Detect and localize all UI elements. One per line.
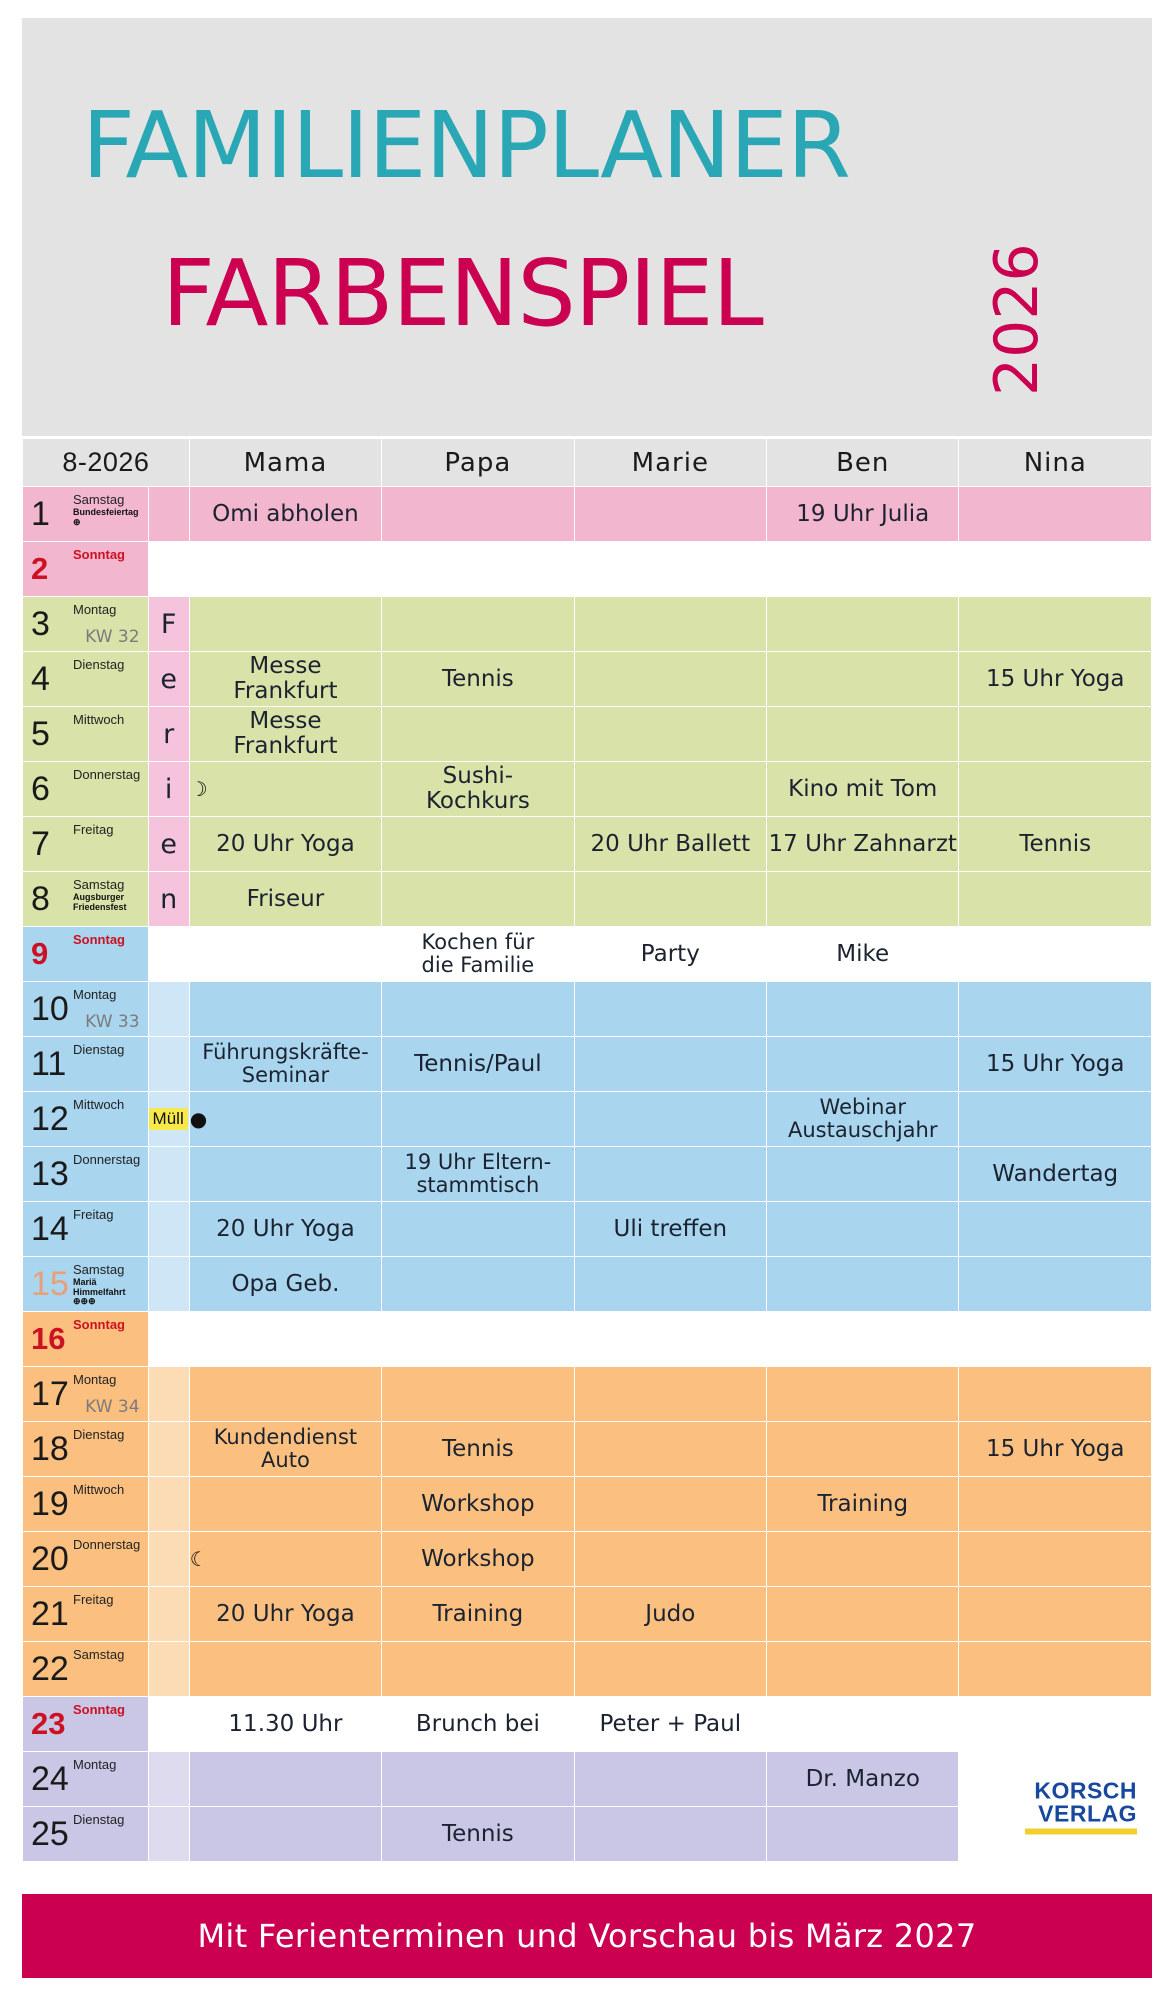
day-number: 17 (31, 1375, 69, 1413)
day-cell-21 (23, 1587, 149, 1642)
event-cell-d17-p5[interactable] (959, 1367, 1152, 1422)
event-cell-d14-p1[interactable]: 20 Uhr Yoga (189, 1202, 381, 1257)
day-name: Freitag (73, 822, 114, 837)
event-cell-d17-p2[interactable] (382, 1367, 574, 1422)
calendar-row (23, 487, 1152, 542)
side-strip-cell-21 (148, 1587, 189, 1642)
logo-line-1: KORSCH (1034, 1777, 1137, 1803)
side-strip-cell-9 (148, 927, 189, 982)
event-cell-d22-p4[interactable] (767, 1642, 959, 1697)
event-cell-d18-p3[interactable] (574, 1422, 766, 1477)
event-cell-d5-p2[interactable] (382, 707, 574, 762)
publisher-logo (959, 1752, 1152, 1862)
footer-banner (22, 1894, 1152, 1978)
day-cell-20 (23, 1532, 149, 1587)
event-cell-d6-p3[interactable] (574, 762, 766, 817)
day-name: Donnerstag (73, 1537, 141, 1552)
day-cell-1 (23, 487, 149, 542)
muell-badge: Müll (149, 1108, 188, 1130)
day-number: 22 (31, 1650, 69, 1688)
event-cell-d14-p2[interactable] (382, 1202, 574, 1257)
event-cell-d16-p2[interactable] (382, 1312, 574, 1367)
year-label: 2026 (982, 243, 1052, 396)
event-cell-d12-p4[interactable]: Webinar Austauschjahr (767, 1092, 959, 1147)
event-cell-d13-p2[interactable]: 19 Uhr Eltern- stammtisch (382, 1147, 574, 1202)
calendar-row (23, 1092, 1152, 1147)
calendar-row (23, 1697, 1152, 1752)
calendar-row (23, 1147, 1152, 1202)
day-name: Montag (73, 602, 117, 617)
event-cell-d7-p5[interactable]: Tennis (959, 817, 1152, 872)
event-cell-d2-p2[interactable] (382, 542, 574, 597)
event-cell-d5-p5[interactable] (959, 707, 1152, 762)
day-number: 3 (31, 605, 50, 643)
event-cell-d13-p4[interactable] (767, 1147, 959, 1202)
day-number: 5 (31, 715, 50, 753)
calendar-row (23, 1367, 1152, 1422)
holiday-label: Augsburger Friedensfest (73, 892, 127, 912)
day-cell-4 (23, 652, 149, 707)
day-cell-5 (23, 707, 149, 762)
day-number: 7 (31, 825, 50, 863)
event-cell-d3-p4[interactable] (767, 597, 959, 652)
day-name: Montag (73, 987, 117, 1002)
event-cell-d2-p5[interactable] (959, 542, 1152, 597)
day-name: Mittwoch (73, 712, 125, 727)
event-cell-d8-p5[interactable] (959, 872, 1152, 927)
day-number: 4 (31, 660, 50, 698)
event-cell-d7-p3[interactable]: 20 Uhr Ballett (574, 817, 766, 872)
event-cell-d20-p3[interactable] (574, 1532, 766, 1587)
event-cell-d23-p1[interactable]: 11.30 Uhr (189, 1697, 381, 1752)
event-cell-d15-p3[interactable] (574, 1257, 766, 1312)
day-cell-25 (23, 1807, 149, 1862)
event-cell-d15-p1[interactable]: Opa Geb. (189, 1257, 381, 1312)
day-cell-9 (23, 927, 149, 982)
calendar-row (23, 542, 1152, 597)
day-name: Sonntag (73, 1702, 125, 1717)
event-cell-d25-p1[interactable] (189, 1807, 381, 1862)
event-cell-d24-p4[interactable]: Dr. Manzo (767, 1752, 959, 1807)
day-cell-19 (23, 1477, 149, 1532)
side-strip-cell-20 (148, 1532, 189, 1587)
day-number: 19 (31, 1485, 69, 1523)
event-cell-d20-p4[interactable] (767, 1532, 959, 1587)
calendar-row (23, 927, 1152, 982)
event-cell-d15-p5[interactable] (959, 1257, 1152, 1312)
day-cell-17 (23, 1367, 149, 1422)
day-cell-10 (23, 982, 149, 1037)
event-cell-d10-p2[interactable] (382, 982, 574, 1037)
event-cell-d18-p1[interactable]: Kundendienst Auto (189, 1422, 381, 1477)
calendar-row (23, 1752, 1152, 1807)
event-cell-d9-p1[interactable] (189, 927, 381, 982)
week-number-label: KW 34 (85, 1397, 140, 1417)
event-cell-d13-p5[interactable]: Wandertag (959, 1147, 1152, 1202)
day-name: Dienstag (73, 1812, 125, 1827)
event-cell-d19-p1[interactable] (189, 1477, 381, 1532)
day-cell-23 (23, 1697, 149, 1752)
event-cell-d16-p3[interactable] (574, 1312, 766, 1367)
event-cell-d20-p2[interactable]: Workshop (382, 1532, 574, 1587)
event-cell-d20-p1[interactable] (189, 1532, 381, 1587)
event-cell-d12-p5[interactable] (959, 1092, 1152, 1147)
event-cell-d9-p3[interactable]: Party (574, 927, 766, 982)
person-column-header-5: Nina (959, 439, 1152, 487)
day-number: 1 (31, 495, 50, 533)
calendar-row (23, 1037, 1152, 1092)
event-cell-d18-p2[interactable]: Tennis (382, 1422, 574, 1477)
event-cell-d19-p3[interactable] (574, 1477, 766, 1532)
month-label: 8-2026 (23, 439, 190, 487)
event-cell-d14-p3[interactable]: Uli treffen (574, 1202, 766, 1257)
event-cell-d10-p5[interactable] (959, 982, 1152, 1037)
event-cell-d3-p1[interactable] (189, 597, 381, 652)
calendar-row (23, 597, 1152, 652)
side-strip-cell-14 (148, 1202, 189, 1257)
side-strip-cell-4 (148, 652, 189, 707)
event-cell-d10-p3[interactable] (574, 982, 766, 1037)
week-number-label: KW 32 (85, 627, 140, 647)
day-number: 9 (31, 936, 49, 971)
day-name: Samstag (73, 1647, 125, 1662)
event-cell-d11-p4[interactable] (767, 1037, 959, 1092)
footer-text: Mit Ferienterminen und Vorschau bis März 2027 (197, 1917, 977, 1955)
event-cell-d19-p5[interactable] (959, 1477, 1152, 1532)
day-name: Freitag (73, 1592, 114, 1607)
ferien-letter: n (160, 883, 178, 915)
side-strip-cell-23 (148, 1697, 189, 1752)
event-cell-d18-p5[interactable]: 15 Uhr Yoga (959, 1422, 1152, 1477)
day-name: Donnerstag (73, 1152, 141, 1167)
event-cell-d4-p3[interactable] (574, 652, 766, 707)
day-number: 25 (31, 1815, 69, 1853)
event-cell-d16-p1[interactable] (189, 1312, 381, 1367)
calendar-row (23, 1642, 1152, 1697)
day-name: Samstag (73, 877, 125, 892)
calendar-row (23, 1477, 1152, 1532)
event-cell-d15-p2[interactable] (382, 1257, 574, 1312)
calendar-row (23, 1587, 1152, 1642)
event-cell-d21-p5[interactable] (959, 1587, 1152, 1642)
event-cell-d22-p3[interactable] (574, 1642, 766, 1697)
event-cell-d25-p2[interactable]: Tennis (382, 1807, 574, 1862)
day-name: Sonntag (73, 932, 125, 947)
event-cell-d21-p4[interactable] (767, 1587, 959, 1642)
poster-header (22, 18, 1152, 436)
calendar-row (23, 872, 1152, 927)
event-cell-d7-p4[interactable]: 17 Uhr Zahnarzt (767, 817, 959, 872)
event-cell-d11-p1[interactable]: Führungskräfte- Seminar (189, 1037, 381, 1092)
event-cell-d22-p5[interactable] (959, 1642, 1152, 1697)
person-column-header-2: Papa (382, 439, 574, 487)
day-cell-22 (23, 1642, 149, 1697)
event-cell-d11-p2[interactable]: Tennis/Paul (382, 1037, 574, 1092)
event-cell-d13-p3[interactable] (574, 1147, 766, 1202)
event-cell-d14-p4[interactable] (767, 1202, 959, 1257)
side-strip-cell-10 (148, 982, 189, 1037)
event-cell-d5-p3[interactable] (574, 707, 766, 762)
day-cell-7 (23, 817, 149, 872)
day-cell-14 (23, 1202, 149, 1257)
day-number: 20 (31, 1540, 69, 1578)
event-cell-d25-p4[interactable] (767, 1807, 959, 1862)
side-strip-cell-18 (148, 1422, 189, 1477)
event-cell-d8-p2[interactable] (382, 872, 574, 927)
week-number-label: KW 33 (85, 1012, 140, 1032)
event-cell-d22-p1[interactable] (189, 1642, 381, 1697)
event-cell-d9-p4[interactable]: Mike (767, 927, 959, 982)
event-cell-d2-p3[interactable] (574, 542, 766, 597)
day-cell-6 (23, 762, 149, 817)
event-cell-d6-p4[interactable]: Kino mit Tom (767, 762, 959, 817)
event-cell-d4-p2[interactable]: Tennis (382, 652, 574, 707)
person-column-header-1: Mama (189, 439, 381, 487)
day-name: Sonntag (73, 547, 125, 562)
side-strip-cell-12 (148, 1092, 189, 1147)
day-name: Dienstag (73, 1042, 125, 1057)
calendar-row (23, 1312, 1152, 1367)
holiday-label: Bundesfeiertag ⊕ (73, 507, 139, 527)
event-cell-d20-p5[interactable] (959, 1532, 1152, 1587)
day-cell-2 (23, 542, 149, 597)
side-strip-cell-16 (148, 1312, 189, 1367)
day-name: Sonntag (73, 1317, 125, 1332)
event-cell-d8-p3[interactable] (574, 872, 766, 927)
moon-phase-icon: ☽ (189, 776, 208, 801)
day-number: 2 (31, 551, 49, 586)
person-column-header-3: Marie (574, 439, 766, 487)
day-number: 16 (31, 1321, 66, 1356)
day-name: Dienstag (73, 1427, 125, 1442)
day-number: 12 (31, 1100, 69, 1138)
ferien-letter: r (163, 718, 175, 750)
event-cell-d5-p1[interactable]: Messe Frankfurt (189, 707, 381, 762)
day-cell-3 (23, 597, 149, 652)
day-cell-18 (23, 1422, 149, 1477)
event-cell-d8-p1[interactable]: Friseur (189, 872, 381, 927)
calendar-row (23, 1257, 1152, 1312)
event-cell-d23-p5[interactable] (959, 1697, 1152, 1752)
ferien-letter: e (160, 828, 177, 860)
logo-line-2: VERLAG (1038, 1800, 1137, 1826)
event-cell-d9-p2[interactable]: Kochen für die Familie (382, 927, 574, 982)
calendar-table (22, 438, 1152, 1862)
event-cell-d17-p3[interactable] (574, 1367, 766, 1422)
day-cell-13 (23, 1147, 149, 1202)
day-cell-24 (23, 1752, 149, 1807)
event-cell-d17-p1[interactable] (189, 1367, 381, 1422)
event-cell-d6-p2[interactable]: Sushi- Kochkurs (382, 762, 574, 817)
calendar-row (23, 982, 1152, 1037)
event-cell-d15-p4[interactable] (767, 1257, 959, 1312)
side-strip-cell-3 (148, 597, 189, 652)
day-number: 13 (31, 1155, 69, 1193)
event-cell-d6-p5[interactable] (959, 762, 1152, 817)
event-cell-d11-p5[interactable]: 15 Uhr Yoga (959, 1037, 1152, 1092)
event-cell-d4-p5[interactable]: 15 Uhr Yoga (959, 652, 1152, 707)
event-cell-d1-p2[interactable] (382, 487, 574, 542)
calendar-row (23, 707, 1152, 762)
side-strip-cell-13 (148, 1147, 189, 1202)
event-cell-d3-p5[interactable] (959, 597, 1152, 652)
event-cell-d11-p3[interactable] (574, 1037, 766, 1092)
day-number: 21 (31, 1595, 69, 1633)
event-cell-d4-p1[interactable]: Messe Frankfurt (189, 652, 381, 707)
event-cell-d2-p1[interactable] (189, 542, 381, 597)
calendar-row (23, 1532, 1152, 1587)
ferien-letter: e (160, 663, 177, 695)
side-strip-cell-25 (148, 1807, 189, 1862)
event-cell-d16-p4[interactable] (767, 1312, 959, 1367)
day-number: 10 (31, 990, 69, 1028)
day-name: Montag (73, 1757, 117, 1772)
day-name: Donnerstag (73, 767, 141, 782)
event-cell-d23-p2[interactable]: Brunch bei (382, 1697, 574, 1752)
side-strip-cell-22 (148, 1642, 189, 1697)
event-cell-d1-p4[interactable]: 19 Uhr Julia (767, 487, 959, 542)
day-name: Mittwoch (73, 1097, 125, 1112)
day-cell-12 (23, 1092, 149, 1147)
day-number: 24 (31, 1760, 69, 1798)
side-strip-cell-11 (148, 1037, 189, 1092)
moon-phase-icon: ● (189, 1106, 208, 1131)
page-subtitle: FARBENSPIEL (162, 240, 763, 347)
event-cell-d10-p4[interactable] (767, 982, 959, 1037)
day-number: 15 (31, 1265, 69, 1303)
event-cell-d1-p3[interactable] (574, 487, 766, 542)
side-strip-cell-8 (148, 872, 189, 927)
ferien-letter: i (164, 773, 173, 805)
calendar-row (23, 1202, 1152, 1257)
event-cell-d24-p3[interactable] (574, 1752, 766, 1807)
event-cell-d24-p1[interactable] (189, 1752, 381, 1807)
calendar-row (23, 1422, 1152, 1477)
event-cell-d22-p2[interactable] (382, 1642, 574, 1697)
side-strip-cell-1 (148, 487, 189, 542)
calendar-row (23, 762, 1152, 817)
event-cell-d7-p1[interactable]: 20 Uhr Yoga (189, 817, 381, 872)
day-cell-16 (23, 1312, 149, 1367)
event-cell-d1-p1[interactable]: Omi abholen (189, 487, 381, 542)
event-cell-d14-p5[interactable] (959, 1202, 1152, 1257)
event-cell-d3-p2[interactable] (382, 597, 574, 652)
ferien-letter: F (160, 608, 177, 640)
event-cell-d21-p2[interactable]: Training (382, 1587, 574, 1642)
event-cell-d23-p4[interactable] (767, 1697, 959, 1752)
day-number: 14 (31, 1210, 69, 1248)
day-name: Dienstag (73, 657, 125, 672)
event-cell-d9-p5[interactable] (959, 927, 1152, 982)
event-cell-d12-p2[interactable] (382, 1092, 574, 1147)
day-number: 8 (31, 880, 50, 918)
event-cell-d3-p3[interactable] (574, 597, 766, 652)
event-cell-d17-p4[interactable] (767, 1367, 959, 1422)
person-column-header-4: Ben (767, 439, 959, 487)
page-title: FAMILIENPLANER (82, 92, 850, 199)
event-cell-d10-p1[interactable] (189, 982, 381, 1037)
side-strip-cell-6 (148, 762, 189, 817)
table-header-row (23, 439, 1152, 487)
day-name: Freitag (73, 1207, 114, 1222)
side-strip-cell-17 (148, 1367, 189, 1422)
day-cell-15 (23, 1257, 149, 1312)
event-cell-d21-p1[interactable]: 20 Uhr Yoga (189, 1587, 381, 1642)
event-cell-d13-p1[interactable] (189, 1147, 381, 1202)
event-cell-d1-p5[interactable] (959, 487, 1152, 542)
event-cell-d21-p3[interactable]: Judo (574, 1587, 766, 1642)
event-cell-d7-p2[interactable] (382, 817, 574, 872)
event-cell-d8-p4[interactable] (767, 872, 959, 927)
event-cell-d19-p2[interactable]: Workshop (382, 1477, 574, 1532)
event-cell-d19-p4[interactable]: Training (767, 1477, 959, 1532)
side-strip-cell-2 (148, 542, 189, 597)
day-name: Mittwoch (73, 1482, 125, 1497)
day-cell-8 (23, 872, 149, 927)
event-cell-d25-p3[interactable] (574, 1807, 766, 1862)
day-cell-11 (23, 1037, 149, 1092)
day-name: Samstag (73, 492, 125, 507)
day-name: Montag (73, 1372, 117, 1387)
event-cell-d2-p4[interactable] (767, 542, 959, 597)
event-cell-d6-p1[interactable] (189, 762, 381, 817)
event-cell-d24-p2[interactable] (382, 1752, 574, 1807)
logo-underline (1025, 1828, 1137, 1834)
side-strip-cell-15 (148, 1257, 189, 1312)
day-number: 6 (31, 770, 50, 808)
event-cell-d23-p3[interactable]: Peter + Paul (574, 1697, 766, 1752)
side-strip-cell-5 (148, 707, 189, 762)
holiday-label: Mariä Himmelfahrt ⊕⊕⊕ (73, 1277, 126, 1306)
event-cell-d18-p4[interactable] (767, 1422, 959, 1477)
day-number: 11 (31, 1045, 67, 1083)
event-cell-d12-p1[interactable] (189, 1092, 381, 1147)
calendar-row (23, 817, 1152, 872)
moon-phase-icon: ☾ (189, 1546, 208, 1571)
event-cell-d12-p3[interactable] (574, 1092, 766, 1147)
day-number: 18 (31, 1430, 69, 1468)
side-strip-cell-24 (148, 1752, 189, 1807)
side-strip-cell-7 (148, 817, 189, 872)
calendar-row (23, 652, 1152, 707)
event-cell-d5-p4[interactable] (767, 707, 959, 762)
day-number: 23 (31, 1706, 66, 1741)
day-name: Samstag (73, 1262, 125, 1277)
event-cell-d16-p5[interactable] (959, 1312, 1152, 1367)
event-cell-d4-p4[interactable] (767, 652, 959, 707)
side-strip-cell-19 (148, 1477, 189, 1532)
